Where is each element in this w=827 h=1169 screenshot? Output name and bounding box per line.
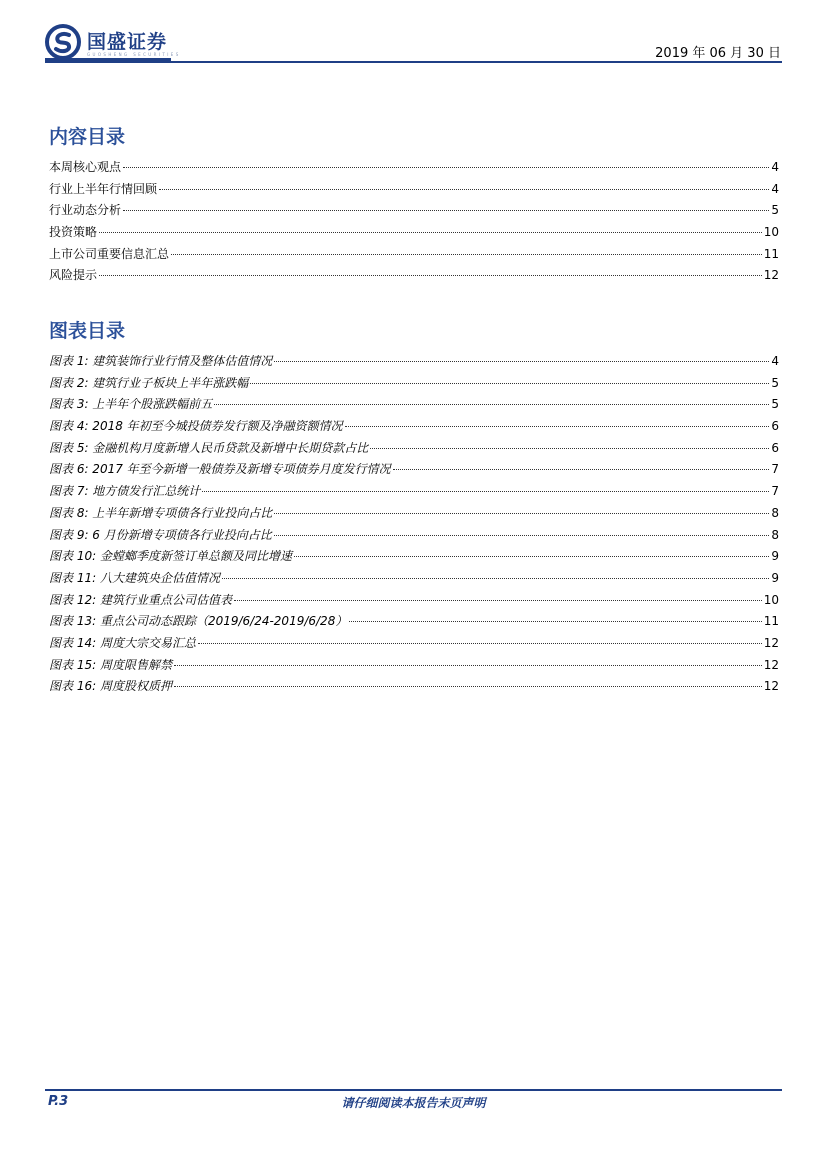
contents-list [49, 158, 779, 288]
toc-entry-label: 图表 3: 上半年个股涨跌幅前五 [49, 397, 213, 412]
toc-entry-label: 图表 13: 重点公司动态跟踪（2019/6/24-2019/6/28） [49, 614, 348, 629]
report-date: 2019 年 06 月 30 日 [655, 46, 781, 61]
dot-leader [159, 189, 769, 190]
figure-entry[interactable] [49, 460, 779, 482]
figure-entry[interactable] [49, 374, 779, 396]
toc-entry-label: 图表 12: 建筑行业重点公司估值表 [49, 592, 232, 607]
contents-entry[interactable] [49, 266, 779, 288]
toc-entry-page: 12 [763, 635, 779, 650]
contents-entry[interactable] [49, 245, 779, 267]
toc-entry-page: 4 [771, 181, 779, 196]
dot-leader [349, 621, 761, 622]
toc-entry-page: 9 [771, 549, 779, 564]
page-header [0, 0, 827, 64]
toc-entry-page: 5 [771, 397, 779, 412]
dot-leader [274, 535, 770, 536]
dot-leader [174, 686, 762, 687]
guosheng-logo-icon [45, 24, 81, 60]
toc-entry-label: 投资策略 [49, 225, 98, 240]
toc-entry-page: 7 [771, 484, 779, 499]
toc-entry-page: 8 [771, 527, 779, 542]
toc-entry-page: 4 [771, 160, 779, 174]
dot-leader [393, 469, 770, 470]
contents-entry[interactable] [49, 158, 779, 180]
brand-subtitle: GUOSHENG SECURITIES [87, 52, 181, 57]
toc-entry-page: 9 [771, 570, 779, 585]
dot-leader [123, 210, 769, 211]
figure-entry[interactable] [49, 591, 779, 613]
toc-entry-label: 图表 14: 周度大宗交易汇总 [49, 635, 196, 650]
footer-page-number: P.3 [48, 1094, 69, 1109]
dot-leader [370, 448, 769, 449]
toc-entry-page: 12 [763, 679, 779, 694]
toc-entry-page: 5 [771, 375, 779, 390]
figure-entry[interactable] [49, 352, 779, 374]
toc-entry-label: 图表 9: 6 月份新增专项债各行业投向占比 [49, 527, 272, 542]
figure-entry[interactable] [49, 569, 779, 591]
toc-entry-label: 图表 1: 建筑装饰行业行情及整体估值情况 [49, 354, 273, 368]
dot-leader [250, 383, 769, 384]
figure-entry[interactable] [49, 656, 779, 678]
toc-entry-page: 4 [771, 354, 779, 368]
toc-entry-label: 行业上半年行情回顾 [49, 181, 158, 196]
toc-entry-page: 12 [763, 657, 779, 672]
toc-entry-label: 图表 5: 金融机构月度新增人民币贷款及新增中长期贷款占比 [49, 440, 369, 455]
dot-leader [345, 426, 770, 427]
toc-entry-page: 11 [763, 614, 779, 629]
dot-leader [222, 578, 769, 579]
toc-entry-label: 上市公司重要信息汇总 [49, 246, 170, 261]
dot-leader [174, 665, 762, 666]
toc-entry-label: 图表 7: 地方债发行汇总统计 [49, 484, 201, 499]
dot-leader [171, 254, 762, 255]
toc-entry-label: 图表 2: 建筑行业子板块上半年涨跌幅 [49, 375, 249, 390]
footer-rule [45, 1089, 782, 1091]
dot-leader [123, 167, 769, 168]
toc-entry-label: 图表 10: 金螳螂季度新签订单总额及同比增速 [49, 549, 292, 564]
dot-leader [198, 643, 762, 644]
dot-leader [214, 404, 769, 405]
dot-leader [234, 600, 762, 601]
toc-entry-page: 6 [771, 440, 779, 455]
figure-entry[interactable] [49, 482, 779, 504]
toc-entry-label: 图表 11: 八大建筑央企估值情况 [49, 570, 220, 585]
toc-entry-label: 图表 15: 周度限售解禁 [49, 657, 172, 672]
toc-entry-label: 图表 8: 上半年新增专项债各行业投向占比 [49, 505, 273, 520]
toc-entry-page: 11 [763, 246, 779, 261]
toc-entry-label: 风险提示 [49, 268, 98, 283]
figure-entry[interactable] [49, 634, 779, 656]
toc-entry-page: 12 [763, 268, 779, 283]
dot-leader [274, 361, 769, 362]
toc-entry-page: 10 [763, 592, 779, 607]
figure-entry[interactable] [49, 504, 779, 526]
figures-title: 图表目录 [49, 320, 126, 342]
figures-list [49, 352, 779, 699]
footer-disclaimer: 请仔细阅读本报告末页声明 [341, 1096, 486, 1110]
brand-name: 国盛证券 [87, 31, 168, 53]
dot-leader [99, 275, 762, 276]
contents-entry[interactable] [49, 180, 779, 202]
toc-entry-page: 10 [763, 225, 779, 240]
figure-entry[interactable] [49, 547, 779, 569]
dot-leader [99, 232, 762, 233]
figure-entry[interactable] [49, 677, 779, 699]
toc-entry-label: 图表 16: 周度股权质押 [49, 679, 172, 694]
dot-leader [294, 556, 769, 557]
dot-leader [274, 513, 769, 514]
toc-entry-page: 7 [771, 462, 779, 477]
figure-entry[interactable] [49, 612, 779, 634]
toc-entry-page: 5 [771, 203, 779, 218]
figure-entry[interactable] [49, 395, 779, 417]
toc-entry-label: 行业动态分析 [49, 203, 122, 218]
toc-entry-label: 图表 4: 2018 年初至今城投债券发行额及净融资额情况 [49, 419, 343, 434]
dot-leader [202, 491, 769, 492]
contents-title: 内容目录 [49, 126, 126, 148]
toc-entry-label: 图表 6: 2017 年至今新增一般债券及新增专项债券月度发行情况 [49, 462, 391, 477]
contents-entry[interactable] [49, 201, 779, 223]
figure-entry[interactable] [49, 526, 779, 548]
toc-entry-page: 8 [771, 505, 779, 520]
contents-entry[interactable] [49, 223, 779, 245]
figure-entry[interactable] [49, 439, 779, 461]
header-rule [45, 61, 782, 63]
toc-entry-page: 6 [771, 419, 779, 434]
toc-entry-label: 本周核心观点 [49, 160, 122, 174]
figure-entry[interactable] [49, 417, 779, 439]
